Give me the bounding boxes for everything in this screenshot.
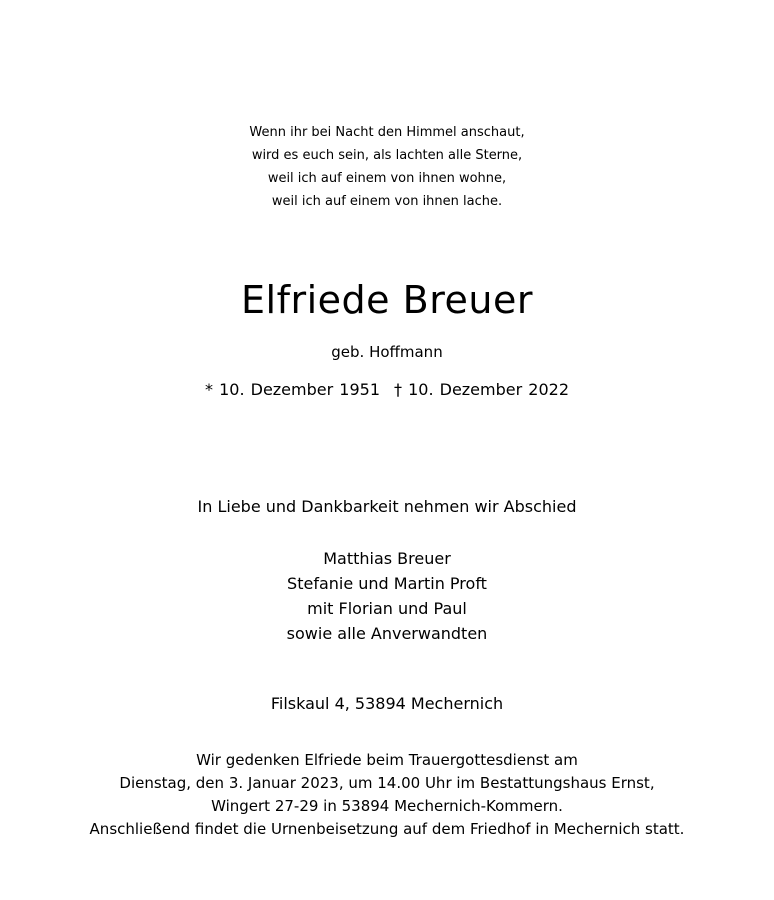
service-line: Wingert 27-29 in 53894 Mechernich-Kommern. bbox=[211, 797, 563, 815]
life-dates bbox=[0, 378, 774, 402]
family-address: Filskaul 4, 53894 Mechernich bbox=[270, 694, 504, 713]
death-date: † 10. Dezember 2022 bbox=[394, 380, 569, 399]
poem-line: weil ich auf einem von ihnen wohne, bbox=[267, 171, 507, 186]
mourners-list bbox=[0, 546, 774, 646]
mourner-line: Matthias Breuer bbox=[323, 549, 451, 568]
mourner-line: mit Florian und Paul bbox=[307, 599, 467, 618]
poem-line: Wenn ihr bei Nacht den Himmel anschaut, bbox=[249, 125, 525, 140]
mourner-line: sowie alle Anverwandten bbox=[286, 624, 488, 643]
service-info bbox=[0, 749, 774, 841]
poem-line: weil ich auf einem von ihnen lache. bbox=[271, 194, 503, 209]
service-line: Anschließend findet die Urnenbeisetzung auf dem Friedhof in Mechernich statt. bbox=[89, 820, 685, 838]
poem-line: wird es euch sein, als lachten alle Sterne, bbox=[251, 148, 523, 163]
mourner-line: Stefanie und Martin Proft bbox=[287, 574, 487, 593]
birth-date: * 10. Dezember 1951 bbox=[205, 380, 380, 399]
farewell-text: In Liebe und Dankbarkeit nehmen wir Abschied bbox=[197, 497, 577, 516]
service-line: Wir gedenken Elfriede beim Trauergottesdienst am bbox=[196, 751, 578, 769]
deceased-name: Elfriede Breuer bbox=[241, 278, 533, 322]
poem bbox=[0, 121, 774, 213]
birth-name: geb. Hoffmann bbox=[331, 343, 443, 361]
service-line: Dienstag, den 3. Januar 2023, um 14.00 Uhr im Bestattungshaus Ernst, bbox=[119, 774, 655, 792]
